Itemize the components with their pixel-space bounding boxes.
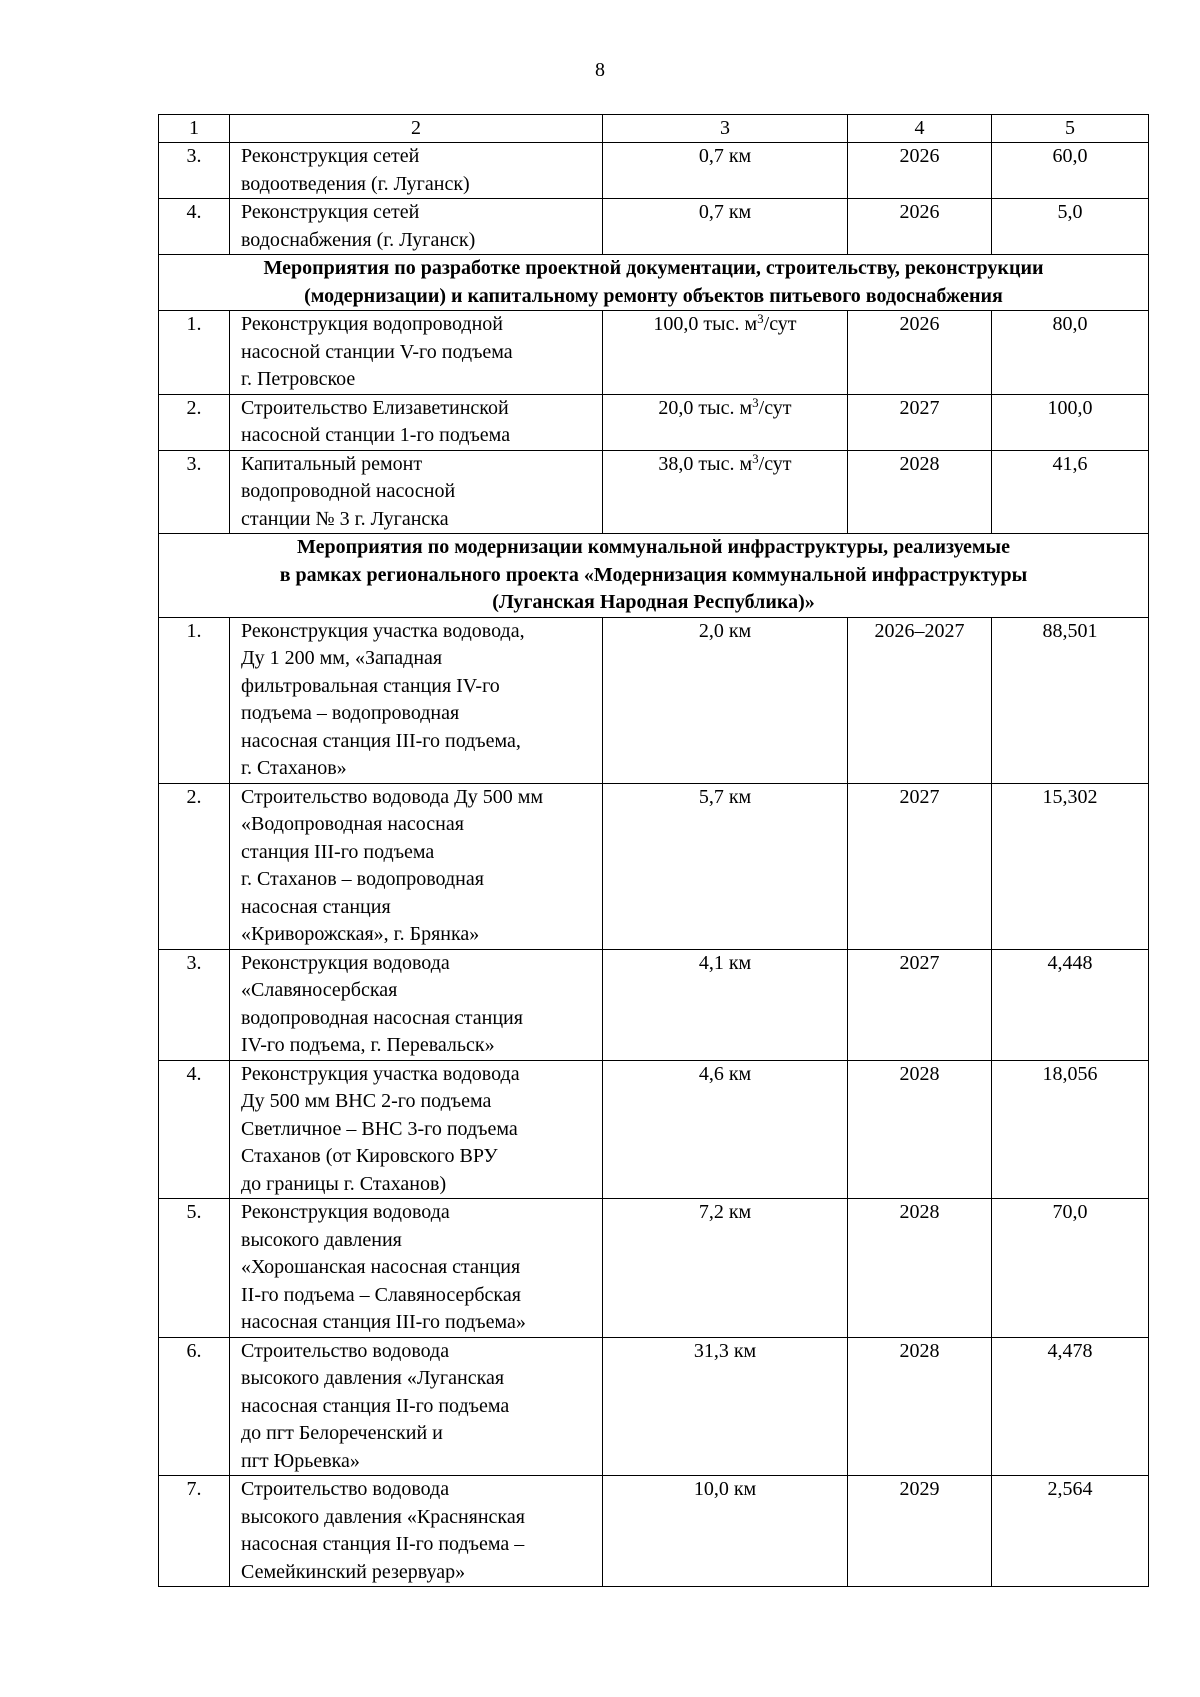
measure-name-line: Строительство водовода <box>241 1339 450 1362</box>
measure-name-line: насосная станция <box>241 895 391 918</box>
measure-name-line: Ду 1 200 мм, «Западная <box>241 647 443 669</box>
amount: 41,6 <box>992 450 1149 534</box>
measure-name <box>230 1199 603 1338</box>
section-title-line: (модернизации) и капитальному ремонту объектов питьевого водоснабжения <box>304 284 1003 307</box>
measure-name-line: пгт Юрьевка» <box>241 1449 360 1472</box>
capacity: 2,0 км <box>603 617 848 783</box>
capacity: 4,6 км <box>603 1060 848 1199</box>
amount: 100,0 <box>992 394 1149 450</box>
measure-name-line: Реконструкция участка водовода <box>241 1062 520 1085</box>
year: 2028 <box>848 450 992 534</box>
year: 2028 <box>848 1337 992 1476</box>
measure-name-line: Стаханов (от Кировского ВРУ <box>241 1145 498 1167</box>
row-number: 1. <box>159 617 230 783</box>
capacity-unit: /сут <box>758 396 792 419</box>
capacity <box>603 394 848 450</box>
row-number: 2. <box>159 394 230 450</box>
capacity <box>603 450 848 534</box>
table-row <box>159 311 1149 395</box>
measure-name-line: «Славяносербская <box>241 979 398 1001</box>
table-row <box>159 450 1149 534</box>
measure-name-line: Реконструкция сетей <box>241 201 420 223</box>
measure-name-line: насосная станция II-го подъема – <box>241 1533 525 1555</box>
amount: 2,564 <box>992 1476 1149 1587</box>
measure-name-line: водоотведения (г. Луганск) <box>241 172 470 195</box>
measure-name-line: Ду 500 мм ВНС 2-го подъема <box>241 1090 492 1112</box>
year: 2028 <box>848 1060 992 1199</box>
section-title-line: в рамках регионального проекта «Модернизация коммунальной инфраструктуры <box>279 563 1028 586</box>
year: 2027 <box>848 949 992 1060</box>
measure-name-line: до пгт Белореченский и <box>241 1422 443 1444</box>
measure-name-line: высокого давления «Луганская <box>241 1367 505 1389</box>
amount: 60,0 <box>992 143 1149 199</box>
capacity-value: 20,0 тыс. м <box>658 396 753 419</box>
measure-name-line: Капитальный ремонт <box>241 452 423 475</box>
measure-name-line: водоснабжения (г. Луганск) <box>241 228 476 251</box>
capacity-exponent: 3 <box>757 311 764 326</box>
section-title-line: Мероприятия по модернизации коммунальной инфраструктуры, реализуемые <box>296 536 1011 558</box>
section-title <box>159 255 1149 311</box>
measure-name-line: высокого давления «Краснянская <box>241 1505 525 1528</box>
table-row <box>159 1060 1149 1199</box>
measure-name <box>230 1060 603 1199</box>
capacity <box>603 311 848 395</box>
measure-name-line: Семейкинский резервуар» <box>241 1560 466 1583</box>
measure-name-line: II-го подъема – Славяносербская <box>241 1283 521 1306</box>
year: 2026–2027 <box>848 617 992 783</box>
capacity: 10,0 км <box>603 1476 848 1587</box>
row-number: 3. <box>159 450 230 534</box>
amount: 70,0 <box>992 1199 1149 1338</box>
measure-name-line: водопроводная насосная станция <box>241 1006 523 1029</box>
measure-name-line: насосная станция III-го подъема» <box>241 1311 526 1333</box>
row-number: 5. <box>159 1199 230 1338</box>
measure-name <box>230 617 603 783</box>
amount: 18,056 <box>992 1060 1149 1199</box>
capacity: 4,1 км <box>603 949 848 1060</box>
capacity-unit: /сут <box>763 313 797 335</box>
measure-name-line: до границы г. Стаханов) <box>241 1172 447 1195</box>
year: 2026 <box>848 143 992 199</box>
measure-name-line: подъема – водопроводная <box>241 702 460 724</box>
measure-name-line: Строительство Елизаветинской <box>241 396 509 419</box>
column-number: 3 <box>603 115 848 143</box>
capacity: 0,7 км <box>603 199 848 255</box>
table-row <box>159 949 1149 1060</box>
measure-name <box>230 199 603 255</box>
year: 2027 <box>848 394 992 450</box>
measure-name-line: насосная станция III-го подъема, <box>241 729 521 752</box>
section-header-row <box>159 255 1149 311</box>
capacity-value: 38,0 тыс. м <box>658 452 753 475</box>
amount: 4,478 <box>992 1337 1149 1476</box>
measure-name <box>230 783 603 949</box>
table-row <box>159 1476 1149 1587</box>
measure-name-line: водопроводной насосной <box>241 480 456 502</box>
capacity: 31,3 км <box>603 1337 848 1476</box>
year: 2026 <box>848 199 992 255</box>
measure-name-line: насосная станция II-го подъема <box>241 1394 510 1417</box>
measure-name-line: насосной станции V-го подъема <box>241 340 513 363</box>
year: 2027 <box>848 783 992 949</box>
amount: 5,0 <box>992 199 1149 255</box>
year: 2028 <box>848 1199 992 1338</box>
capacity-unit: /сут <box>758 452 792 475</box>
measure-name <box>230 1476 603 1587</box>
section-title-line: (Луганская Народная Республика)» <box>492 591 815 613</box>
measure-name-line: станции № 3 г. Луганска <box>241 507 449 530</box>
row-number: 2. <box>159 783 230 949</box>
measure-name-line: «Водопроводная насосная <box>241 813 464 835</box>
measures-table <box>158 114 1149 1587</box>
measure-name-line: фильтровальная станция IV-го <box>241 674 500 697</box>
column-number: 2 <box>230 115 603 143</box>
amount: 80,0 <box>992 311 1149 395</box>
measure-name-line: высокого давления <box>241 1228 402 1251</box>
table-row <box>159 783 1149 949</box>
row-number: 4. <box>159 199 230 255</box>
measure-name-line: IV-го подъема, г. Перевальск» <box>241 1034 495 1056</box>
row-number: 4. <box>159 1060 230 1199</box>
capacity-exponent: 3 <box>752 394 759 410</box>
measure-name <box>230 311 603 395</box>
column-number: 1 <box>159 115 230 143</box>
capacity-value: 100,0 тыс. м <box>653 313 758 335</box>
row-number: 3. <box>159 143 230 199</box>
page-number: 8 <box>595 59 605 81</box>
measure-name <box>230 394 603 450</box>
row-number: 7. <box>159 1476 230 1587</box>
measure-name-line: «Хорошанская насосная станция <box>241 1256 521 1278</box>
measure-name-line: г. Стаханов» <box>241 757 347 779</box>
table-row <box>159 394 1149 450</box>
measure-name <box>230 1337 603 1476</box>
section-header-row <box>159 534 1149 618</box>
amount: 88,501 <box>992 617 1149 783</box>
amount: 15,302 <box>992 783 1149 949</box>
row-number: 6. <box>159 1337 230 1476</box>
measure-name-line: Строительство водовода Ду 500 мм <box>241 785 544 808</box>
measure-name-line: г. Стаханов – водопроводная <box>241 868 484 890</box>
row-number: 1. <box>159 311 230 395</box>
table-row <box>159 1337 1149 1476</box>
row-number: 3. <box>159 949 230 1060</box>
table-row <box>159 199 1149 255</box>
amount: 4,448 <box>992 949 1149 1060</box>
measure-name-line: Реконструкция сетей <box>241 145 420 167</box>
capacity: 5,7 км <box>603 783 848 949</box>
measure-name <box>230 949 603 1060</box>
measure-name <box>230 143 603 199</box>
table-row <box>159 1199 1149 1338</box>
column-number-row <box>159 115 1149 143</box>
measure-name-line: насосной станции 1-го подъема <box>241 424 511 446</box>
table-row <box>159 143 1149 199</box>
column-number: 5 <box>992 115 1149 143</box>
capacity: 0,7 км <box>603 143 848 199</box>
measure-name-line: «Криворожская», г. Брянка» <box>241 923 480 945</box>
capacity-exponent: 3 <box>752 450 759 466</box>
measure-name-line: станция III-го подъема <box>241 840 435 863</box>
measure-name-line: Реконструкция водовода <box>241 1201 450 1223</box>
measure-name-line: Реконструкция водопроводной <box>241 313 503 335</box>
year: 2026 <box>848 311 992 395</box>
measure-name-line: Светличное – ВНС 3-го подъема <box>241 1117 518 1140</box>
measure-name-line: Реконструкция водовода <box>241 951 450 974</box>
measure-name <box>230 450 603 534</box>
table-row <box>159 617 1149 783</box>
measure-name-line: Строительство водовода <box>241 1478 450 1500</box>
measure-name-line: г. Петровское <box>241 368 356 390</box>
section-title-line: Мероприятия по разработке проектной документации, строительству, реконструкции <box>263 257 1044 279</box>
section-title <box>159 534 1149 618</box>
column-number: 4 <box>848 115 992 143</box>
year: 2029 <box>848 1476 992 1587</box>
capacity: 7,2 км <box>603 1199 848 1338</box>
measure-name-line: Реконструкция участка водовода, <box>241 619 525 642</box>
